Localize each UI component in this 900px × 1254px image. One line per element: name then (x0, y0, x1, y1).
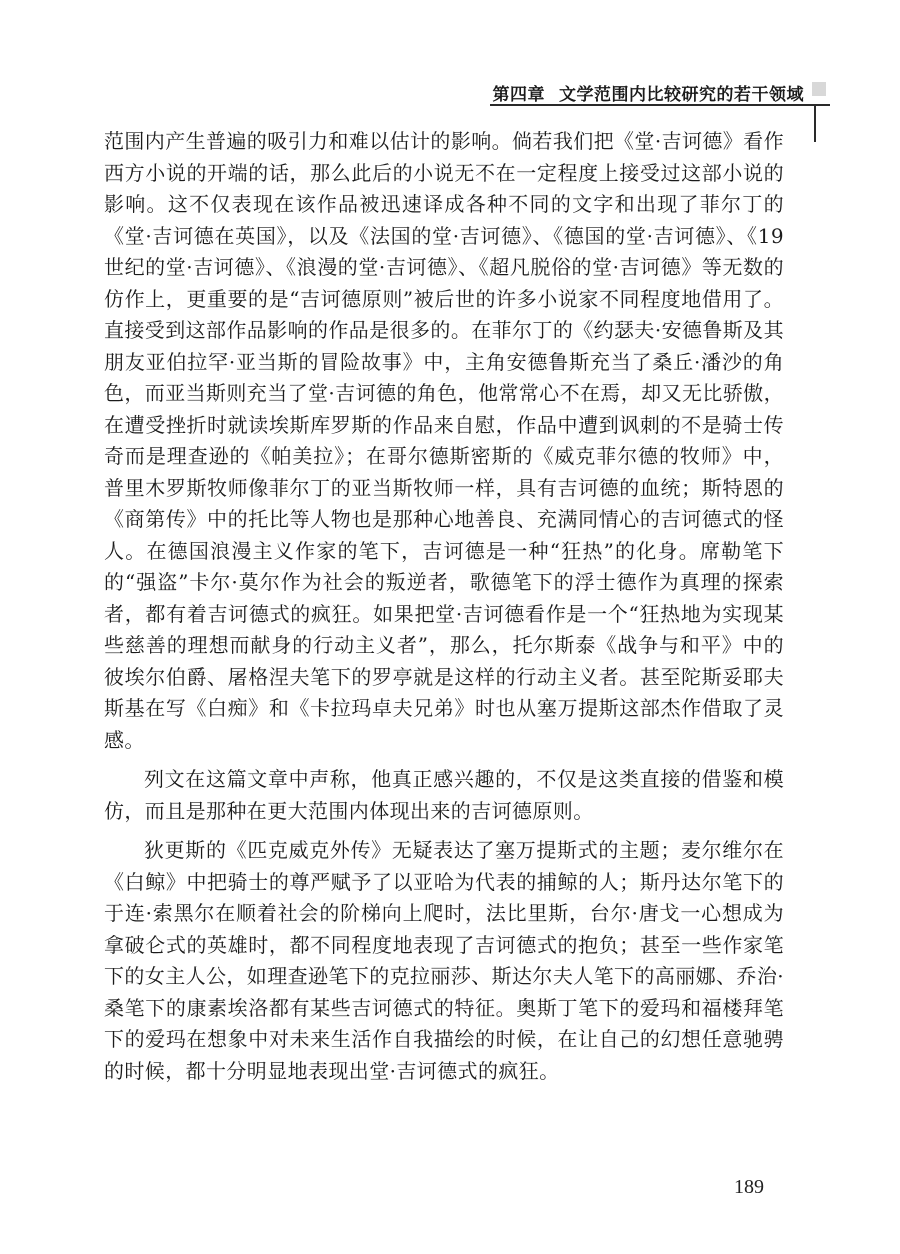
chapter-number: 第四章 (492, 85, 545, 105)
body-text (104, 126, 784, 1095)
chapter-title: 文学范围内比较研究的若干领域 (559, 85, 804, 105)
header-vertical-rule (814, 104, 816, 142)
paragraph-2: 列文在这篇文章中声称，他真正感兴趣的，不仅是这类直接的借鉴和模仿，而且是那种在更大范围内体现出来的吉诃德原则。 (104, 767, 784, 823)
page-number: 189 (734, 1176, 764, 1198)
header-square-ornament (812, 82, 826, 96)
header-rule (490, 104, 830, 106)
running-header (470, 72, 830, 112)
paragraph-3: 狄更斯的《匹克威克外传》无疑表达了塞万提斯式的主题；麦尔维尔在《白鲸》中把骑士的尊严赋予了以亚哈为代表的捕鲸的人；斯丹达尔笔下的于连·索黑尔在顺着社会的阶梯向上爬时，法比里斯，台尔·唐戈一心想成为拿破仑式的英雄时，都不同程度地表现了吉诃德式的抱负；甚至一些作家笔下的女主人公，如理查逊笔下的克拉丽莎、斯达尔夫人笔下的高丽娜、乔治·桑笔下的康素埃洛都有某些吉诃德式的特征。奥斯丁笔下的爱玛和福楼拜笔下的爱玛在想象中对未来生活作自我描绘的时候，在让自己的幻想任意驰骋的时候，都十分明显地表现出堂·吉诃德式的疯狂。 (104, 838, 784, 1083)
paragraph-1: 范围内产生普遍的吸引力和难以估计的影响。倘若我们把《堂·吉诃德》看作西方小说的开端的话，那么此后的小说无不在一定程度上接受过这部小说的影响。这不仅表现在该作品被迅速译成各种不同的文字和出现了菲尔丁的《堂·吉诃德在英国》，以及《法国的堂·吉诃德》、《德国的堂·吉诃德》、《19世纪的堂·吉诃德》、《浪漫的堂·吉诃德》、《超凡脱俗的堂·吉诃德》等无数的仿作上，更重要的是“吉诃德原则”被后世的许多小说家不同程度地借用了。直接受到这部作品影响的作品是很多的。在菲尔丁的《约瑟夫·安德鲁斯及其朋友亚伯拉罕·亚当斯的冒险故事》中，主角安德鲁斯充当了桑丘·潘沙的角色，而亚当斯则充当了堂·吉诃德的角色，他常常心不在焉，却又无比骄傲，在遭受挫折时就读埃斯库罗斯的作品来自慰，作品中遭到讽刺的不是骑士传奇而是理查逊的《帕美拉》；在哥尔德斯密斯的《威克菲尔德的牧师》中，普里木罗斯牧师像菲尔丁的亚当斯牧师一样，具有吉诃德的血统；斯特恩的《商第传》中的托比等人物也是那种心地善良、充满同情心的吉诃德式的怪人。在德国浪漫主义作家的笔下，吉诃德是一种“狂热”的化身。席勒笔下的“强盗”卡尔·莫尔作为社会的叛逆者，歌德笔下的浮士德作为真理的探索者，都有着吉诃德式的疯狂。如果把堂·吉诃德看作是一个“狂热地为实现某些慈善的理想而献身的行动主义者”，那么，托尔斯泰《战争与和平》中的彼埃尔伯爵、屠格涅夫笔下的罗亭就是这样的行动主义者。甚至陀斯妥耶夫斯基在写《白痴》和《卡拉玛卓夫兄弟》时也从塞万提斯这部杰作借取了灵感。 (104, 129, 784, 752)
chapter-heading (493, 80, 805, 105)
